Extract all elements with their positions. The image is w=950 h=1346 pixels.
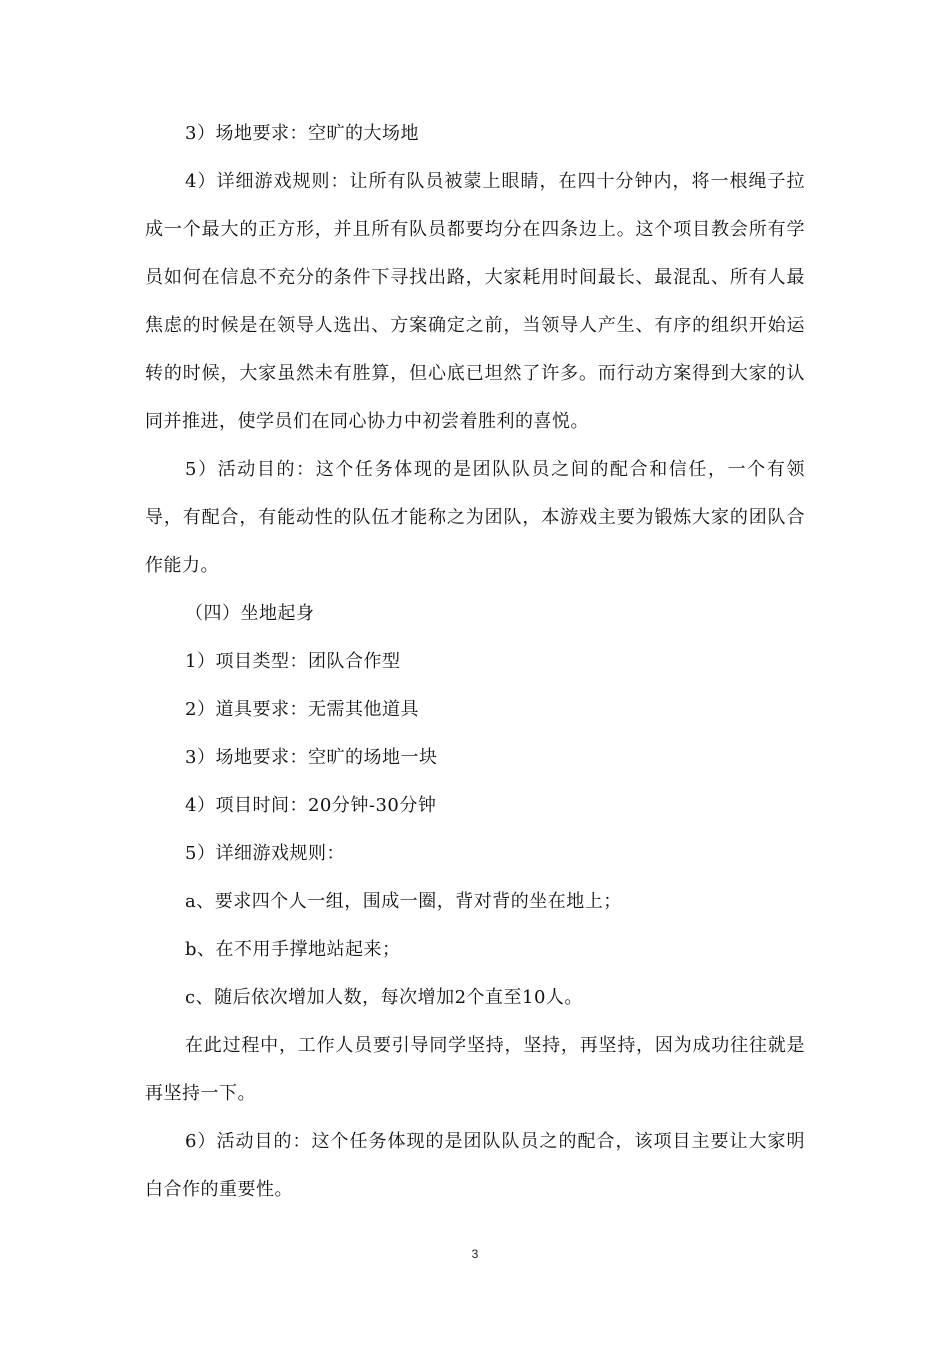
list-item-rule-a: a、要求四个人一组，围成一圈，背对背的坐在地上； xyxy=(185,891,622,912)
page-number: 3 xyxy=(471,1247,479,1261)
list-item-rule-c: c、随后依次增加人数，每次增加2个直至10人。 xyxy=(185,987,583,1008)
paragraph-project-time: 4）项目时间：20分钟-30分钟 xyxy=(185,795,437,816)
paragraph-venue-requirement: 3）场地要求：空旷的大场地 xyxy=(185,123,419,144)
paragraph-activity-purpose: 5）活动目的：这个任务体现的是团队队员之间的配合和信任，一个有领导，有配合，有能动性的队伍才能称之为团队，本游戏主要为锻炼大家的团队合作能力。 xyxy=(145,459,805,576)
list-item-rule-b: b、在不用手撑地站起来； xyxy=(185,939,401,960)
paragraph-game-rules: 4）详细游戏规则：让所有队员被蒙上眼睛，在四十分钟内，将一根绳子拉成一个最大的正方形，并且所有队员都要均分在四条边上。这个项目教会所有学员如何在信息不充分的条件下寻找出路，大家耗用时间最长、最混乱、所有人最焦虑的时候是在领导人选出、方案确定之前，当领导人产生、有序的组织开始运转的时候，大家虽然未有胜算，但心底已坦然了许多。而行动方案得到大家的认同并推进，使学员们在同心协力中初尝着胜利的喜悦。 xyxy=(145,171,805,432)
paragraph-activity-purpose-2: 6）活动目的：这个任务体现的是团队队员之的配合，该项目主要让大家明白合作的重要性。 xyxy=(145,1131,805,1200)
paragraph-persistence: 在此过程中，工作人员要引导同学坚持，坚持，再坚持，因为成功往往就是再坚持一下。 xyxy=(145,1035,805,1104)
paragraph-game-rules-2: 5）详细游戏规则： xyxy=(185,843,345,864)
paragraph-project-type: 1）项目类型：团队合作型 xyxy=(185,651,401,672)
section-heading-sit-and-stand: （四）坐地起身 xyxy=(185,603,315,624)
document-body xyxy=(145,110,805,1214)
paragraph-venue-requirement-2: 3）场地要求：空旷的场地一块 xyxy=(185,747,438,768)
paragraph-prop-requirement: 2）道具要求：无需其他道具 xyxy=(185,699,419,720)
